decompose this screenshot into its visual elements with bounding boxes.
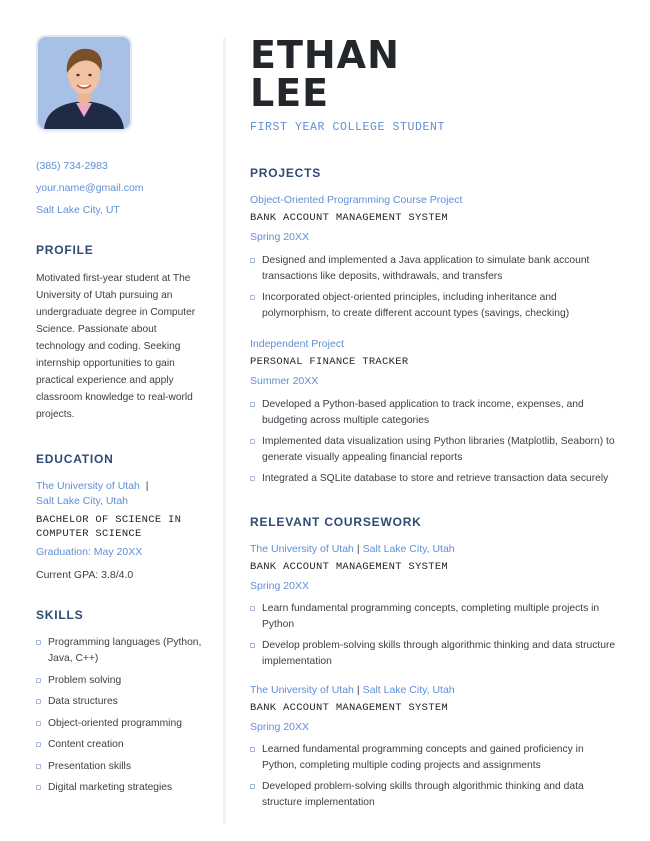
first-name: ETHAN: [250, 33, 400, 77]
bullet-text: Implemented data visualization using Python libraries (Matplotlib, Seaborn) to generate visually appealing financial reports: [262, 436, 615, 463]
profile-summary: Motivated first-year student at The University of Utah pursuing an undergraduate degree in Computer Science. Passionate about technology and coding. Seeking internship opportunities to gain practical experience and apply classroom knowledge to real-world projects.: [36, 273, 196, 420]
square-bullet-icon: [250, 784, 255, 789]
coursework-school[interactable]: The University of Utah: [250, 543, 354, 555]
skills-list: [36, 635, 216, 802]
bullet-text: Develop problem-solving skills through algorithmic thinking and data structure implementation: [262, 640, 616, 667]
projects-heading: PROJECTS: [250, 166, 322, 180]
contact-location: Salt Lake City, UT: [36, 204, 120, 216]
square-bullet-icon: [250, 747, 255, 752]
coursework-location: Salt Lake City, Utah: [362, 543, 455, 555]
coursework-school-line: [250, 684, 455, 696]
coursework-bullets: [250, 601, 620, 675]
list-item: [250, 638, 620, 670]
project-context: Independent Project: [250, 338, 344, 350]
bullet-text: Integrated a SQLite database to store and retrieve transaction data securely: [262, 473, 609, 484]
skill-item: [36, 780, 216, 796]
skill-label: Problem solving: [48, 674, 122, 686]
square-bullet-icon: [250, 258, 255, 263]
list-item: [250, 601, 620, 633]
project-bullets: [250, 253, 620, 327]
list-item: [250, 397, 620, 429]
project-title: BANK ACCOUNT MANAGEMENT SYSTEM: [250, 212, 449, 224]
profile-photo: [38, 37, 130, 129]
coursework-school[interactable]: The University of Utah: [250, 684, 354, 696]
bullet-text: Developed a Python-based application to track income, expenses, and budgeting across multiple categories: [262, 399, 584, 426]
name-heading: [250, 33, 400, 115]
project-title: PERSONAL FINANCE TRACKER: [250, 356, 409, 368]
contact-phone[interactable]: (385) 734-2983: [36, 160, 108, 172]
project-bullets: [250, 397, 620, 492]
skill-label: Data structures: [48, 696, 118, 707]
education-degree: BACHELOR OF SCIENCE IN COMPUTER SCIENCE: [36, 514, 182, 540]
coursework-separator: |: [356, 543, 360, 555]
skill-item: [36, 673, 216, 689]
coursework-bullets: [250, 742, 620, 816]
square-bullet-icon: [36, 785, 41, 790]
skill-label: Digital marketing strategies: [48, 782, 173, 793]
list-item: [250, 434, 620, 466]
skill-label: Content creation: [48, 739, 124, 750]
bullet-text: Designed and implemented a Java application to simulate bank account transactions like deposits, withdrawals, and transfers: [262, 255, 590, 282]
skill-item: [36, 759, 216, 775]
bullet-text: Incorporated object-oriented principles, including inheritance and polymorphism, to create different account types (savings, checking): [262, 292, 570, 319]
education-graduation: Graduation: May 20XX: [36, 546, 143, 558]
list-item: [250, 253, 620, 285]
square-bullet-icon: [36, 640, 41, 645]
coursework-separator: |: [356, 684, 360, 696]
square-bullet-icon: [250, 402, 255, 407]
sidebar: [0, 0, 226, 841]
profile-heading: PROFILE: [36, 243, 94, 257]
skills-heading: SKILLS: [36, 608, 84, 622]
coursework-heading: RELEVANT COURSEWORK: [250, 515, 422, 529]
last-name: LEE: [250, 71, 330, 115]
coursework-school-line: [250, 543, 455, 555]
square-bullet-icon: [250, 439, 255, 444]
list-item: [250, 290, 620, 322]
list-item: [250, 742, 620, 774]
education-gpa: Current GPA: 3.8/4.0: [36, 569, 134, 581]
list-item: [250, 471, 620, 487]
square-bullet-icon: [250, 643, 255, 648]
skill-label: Presentation skills: [48, 760, 131, 772]
square-bullet-icon: [250, 476, 255, 481]
skill-item: [36, 694, 216, 710]
square-bullet-icon: [36, 721, 41, 726]
coursework-title: BANK ACCOUNT MANAGEMENT SYSTEM: [250, 702, 449, 714]
list-item: [250, 779, 620, 811]
education-school[interactable]: The University of Utah: [36, 480, 140, 492]
profile-photo-illustration: [38, 37, 130, 129]
coursework-date: Spring 20XX: [250, 580, 309, 592]
project-date: Spring 20XX: [250, 231, 309, 243]
contact-email[interactable]: your.name@gmail.com: [36, 182, 144, 194]
square-bullet-icon: [36, 742, 41, 747]
square-bullet-icon: [36, 764, 41, 769]
project-context: Object-Oriented Programming Course Project: [250, 194, 463, 206]
square-bullet-icon: [36, 678, 41, 683]
skill-label: Object-oriented programming: [48, 717, 182, 729]
column-divider: [223, 38, 226, 824]
skill-item: [36, 737, 216, 753]
square-bullet-icon: [250, 295, 255, 300]
education-location: Salt Lake City, Utah: [36, 495, 129, 507]
skill-item: [36, 635, 216, 667]
job-title: FIRST YEAR COLLEGE STUDENT: [250, 121, 446, 134]
skill-item: [36, 716, 216, 732]
coursework-location: Salt Lake City, Utah: [362, 684, 455, 696]
square-bullet-icon: [250, 606, 255, 611]
bullet-text: Learn fundamental programming concepts, completing multiple projects in Python: [262, 603, 600, 630]
skill-label: Programming languages (Python, Java, C++): [48, 637, 202, 664]
education-heading: EDUCATION: [36, 452, 114, 466]
bullet-text: Developed problem-solving skills through algorithmic thinking and data structure implementation: [262, 781, 584, 808]
education-separator: |: [145, 480, 149, 492]
education-school-line: [36, 480, 152, 492]
bullet-text: Learned fundamental programming concepts and gained proficiency in Python, completing multiple coding projects and assignments: [262, 744, 584, 771]
project-date: Summer 20XX: [250, 375, 319, 387]
coursework-title: BANK ACCOUNT MANAGEMENT SYSTEM: [250, 561, 449, 573]
coursework-date: Spring 20XX: [250, 721, 309, 733]
square-bullet-icon: [36, 699, 41, 704]
